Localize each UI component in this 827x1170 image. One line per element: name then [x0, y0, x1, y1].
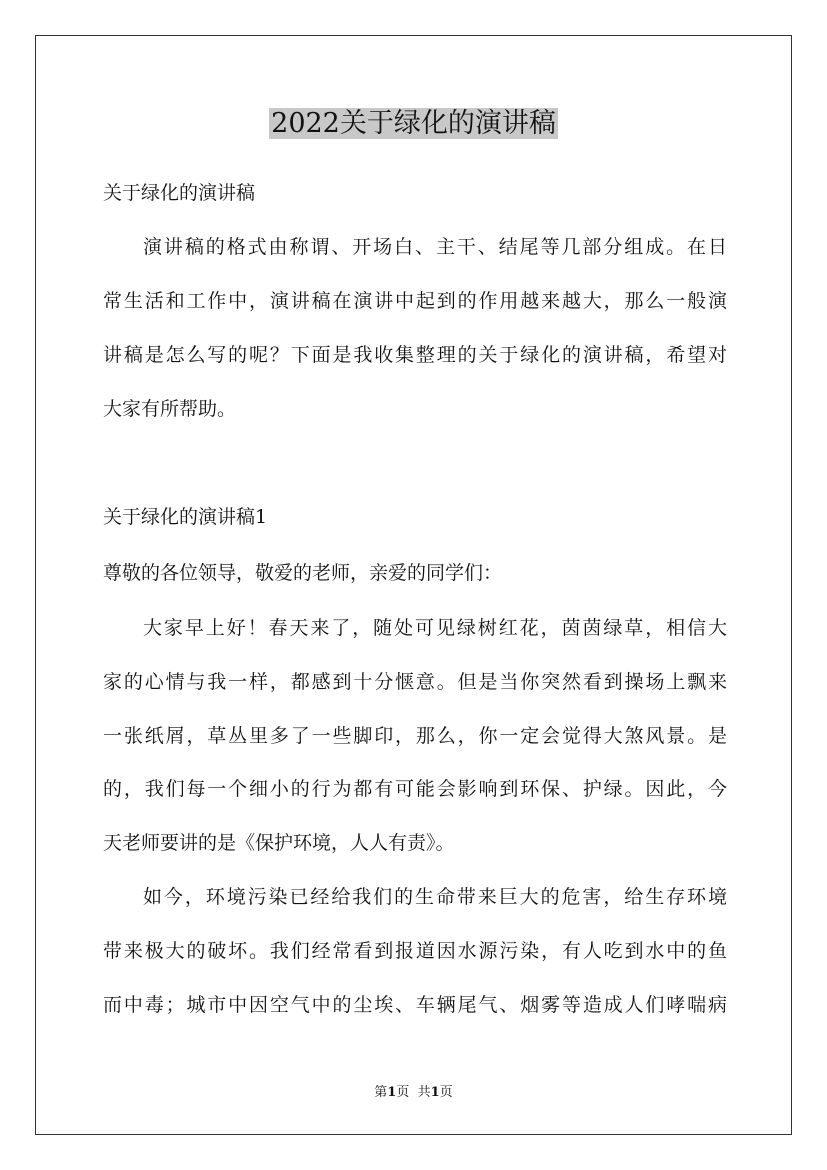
document-title	[0, 104, 827, 144]
footer-page-suffix: 页	[396, 1085, 410, 1100]
intro-line: 讲稿是怎么写的呢？下面是我收集整理的关于绿化的演讲稿，希望对	[103, 344, 727, 366]
paragraph-line: 大家早上好！春天来了，随处可见绿树红花，茵茵绿草，相信大	[143, 617, 727, 639]
footer-total-pages: 1	[430, 1085, 440, 1100]
paragraph-line: 而中毒；城市中因空气中的尘埃、车辆尾气、烟雾等造成人们哮喘病	[103, 994, 727, 1016]
paragraph-line: 的，我们每一个细小的行为都有可能会影响到环保、护绿。因此，今	[103, 778, 727, 800]
section-heading: 关于绿化的演讲稿1	[103, 506, 268, 528]
paragraph-line: 家的心情与我一样，都感到十分惬意。但是当你突然看到操场上飘来	[103, 671, 727, 693]
salutation: 尊敬的各位领导，敬爱的老师，亲爱的同学们：	[103, 562, 503, 584]
footer-total-suffix: 页	[439, 1085, 453, 1100]
paragraph-line: 如今，环境污染已经给我们的生命带来巨大的危害，给生存环境	[143, 886, 727, 908]
paragraph-line: 带来极大的破坏。我们经常看到报道因水源污染，有人吃到水中的鱼	[103, 940, 727, 962]
paragraph-line: 天老师要讲的是《保护环境，人人有责》。	[103, 832, 455, 854]
document-subtitle: 关于绿化的演讲稿	[103, 182, 256, 204]
footer-page-prefix: 第	[374, 1085, 388, 1100]
footer-total-prefix: 共	[417, 1085, 431, 1100]
paragraph-line: 一张纸屑，草丛里多了一些脚印，那么，你一定会觉得大煞风景。是	[103, 725, 727, 747]
document-title-text: 2022关于绿化的演讲稿	[271, 108, 556, 139]
footer-page-number: 1	[387, 1085, 397, 1100]
intro-line: 演讲稿的格式由称谓、开场白、主干、结尾等几部分组成。在日	[143, 236, 727, 258]
intro-line: 大家有所帮助。	[103, 398, 237, 420]
intro-line: 常生活和工作中，演讲稿在演讲中起到的作用越来越大，那么一般演	[103, 290, 727, 312]
page-footer	[0, 1084, 827, 1102]
